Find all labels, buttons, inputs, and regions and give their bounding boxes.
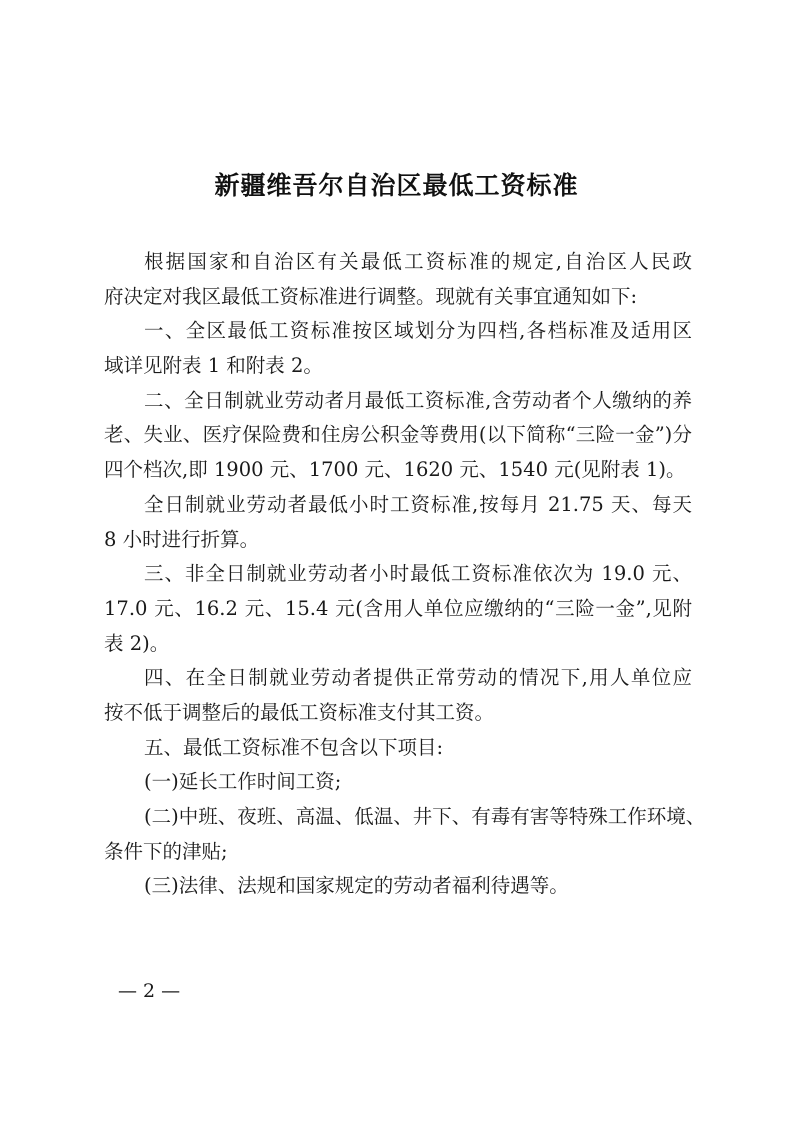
paragraph-line: (二)中班、夜班、高温、低温、井下、有毒有害等特殊工作环境、 — [144, 805, 706, 828]
paragraph-line: 四、在全日制就业劳动者提供正常劳动的情况下,用人单位应 — [144, 666, 692, 690]
paragraph-line: 三、非全日制就业劳动者小时最低工资标准依次为 19.0 元、 — [144, 562, 692, 586]
paragraph-line: (一)延长工作时间工资; — [144, 770, 342, 794]
paragraph-line: (三)法律、法规和国家规定的劳动者福利待遇等。 — [144, 874, 569, 898]
paragraph-line: 府决定对我区最低工资标准进行调整。现就有关事宜通知如下: — [104, 284, 638, 308]
paragraph-line: 五、最低工资标准不包含以下项目: — [144, 735, 444, 759]
document-title: 新疆维吾尔自治区最低工资标准 — [214, 171, 579, 200]
page-number: — 2 — — [118, 980, 181, 1002]
paragraph-line: 全日制就业劳动者最低小时工资标准,按每月 21.75 天、每天 — [144, 492, 692, 516]
paragraph-line: 二、全日制就业劳动者月最低工资标准,含劳动者个人缴纳的养 — [144, 388, 692, 412]
paragraph-line: 17.0 元、16.2 元、15.4 元(含用人单位应缴纳的“三险一金”,见附 — [104, 596, 693, 620]
document-body — [104, 245, 706, 904]
paragraph-line: 按不低于调整后的最低工资标准支付其工资。 — [104, 700, 495, 724]
paragraph-line: 表 2)。 — [104, 631, 170, 655]
paragraph-line: 8 小时进行折算。 — [104, 527, 260, 551]
paragraph-line: 域详见附表 1 和附表 2。 — [104, 354, 323, 378]
paragraph-line: 老、失业、医疗保险费和住房公积金等费用(以下简称“三险一金”)分 — [104, 423, 692, 447]
paragraph-line: 一、全区最低工资标准按区域划分为四档,各档标准及适用区 — [144, 319, 692, 343]
paragraph-line: 根据国家和自治区有关最低工资标准的规定,自治区人民政 — [144, 250, 692, 273]
paragraph-line: 条件下的津贴; — [104, 839, 228, 863]
paragraph-line: 四个档次,即 1900 元、1700 元、1620 元、1540 元(见附表 1)。 — [104, 458, 686, 482]
